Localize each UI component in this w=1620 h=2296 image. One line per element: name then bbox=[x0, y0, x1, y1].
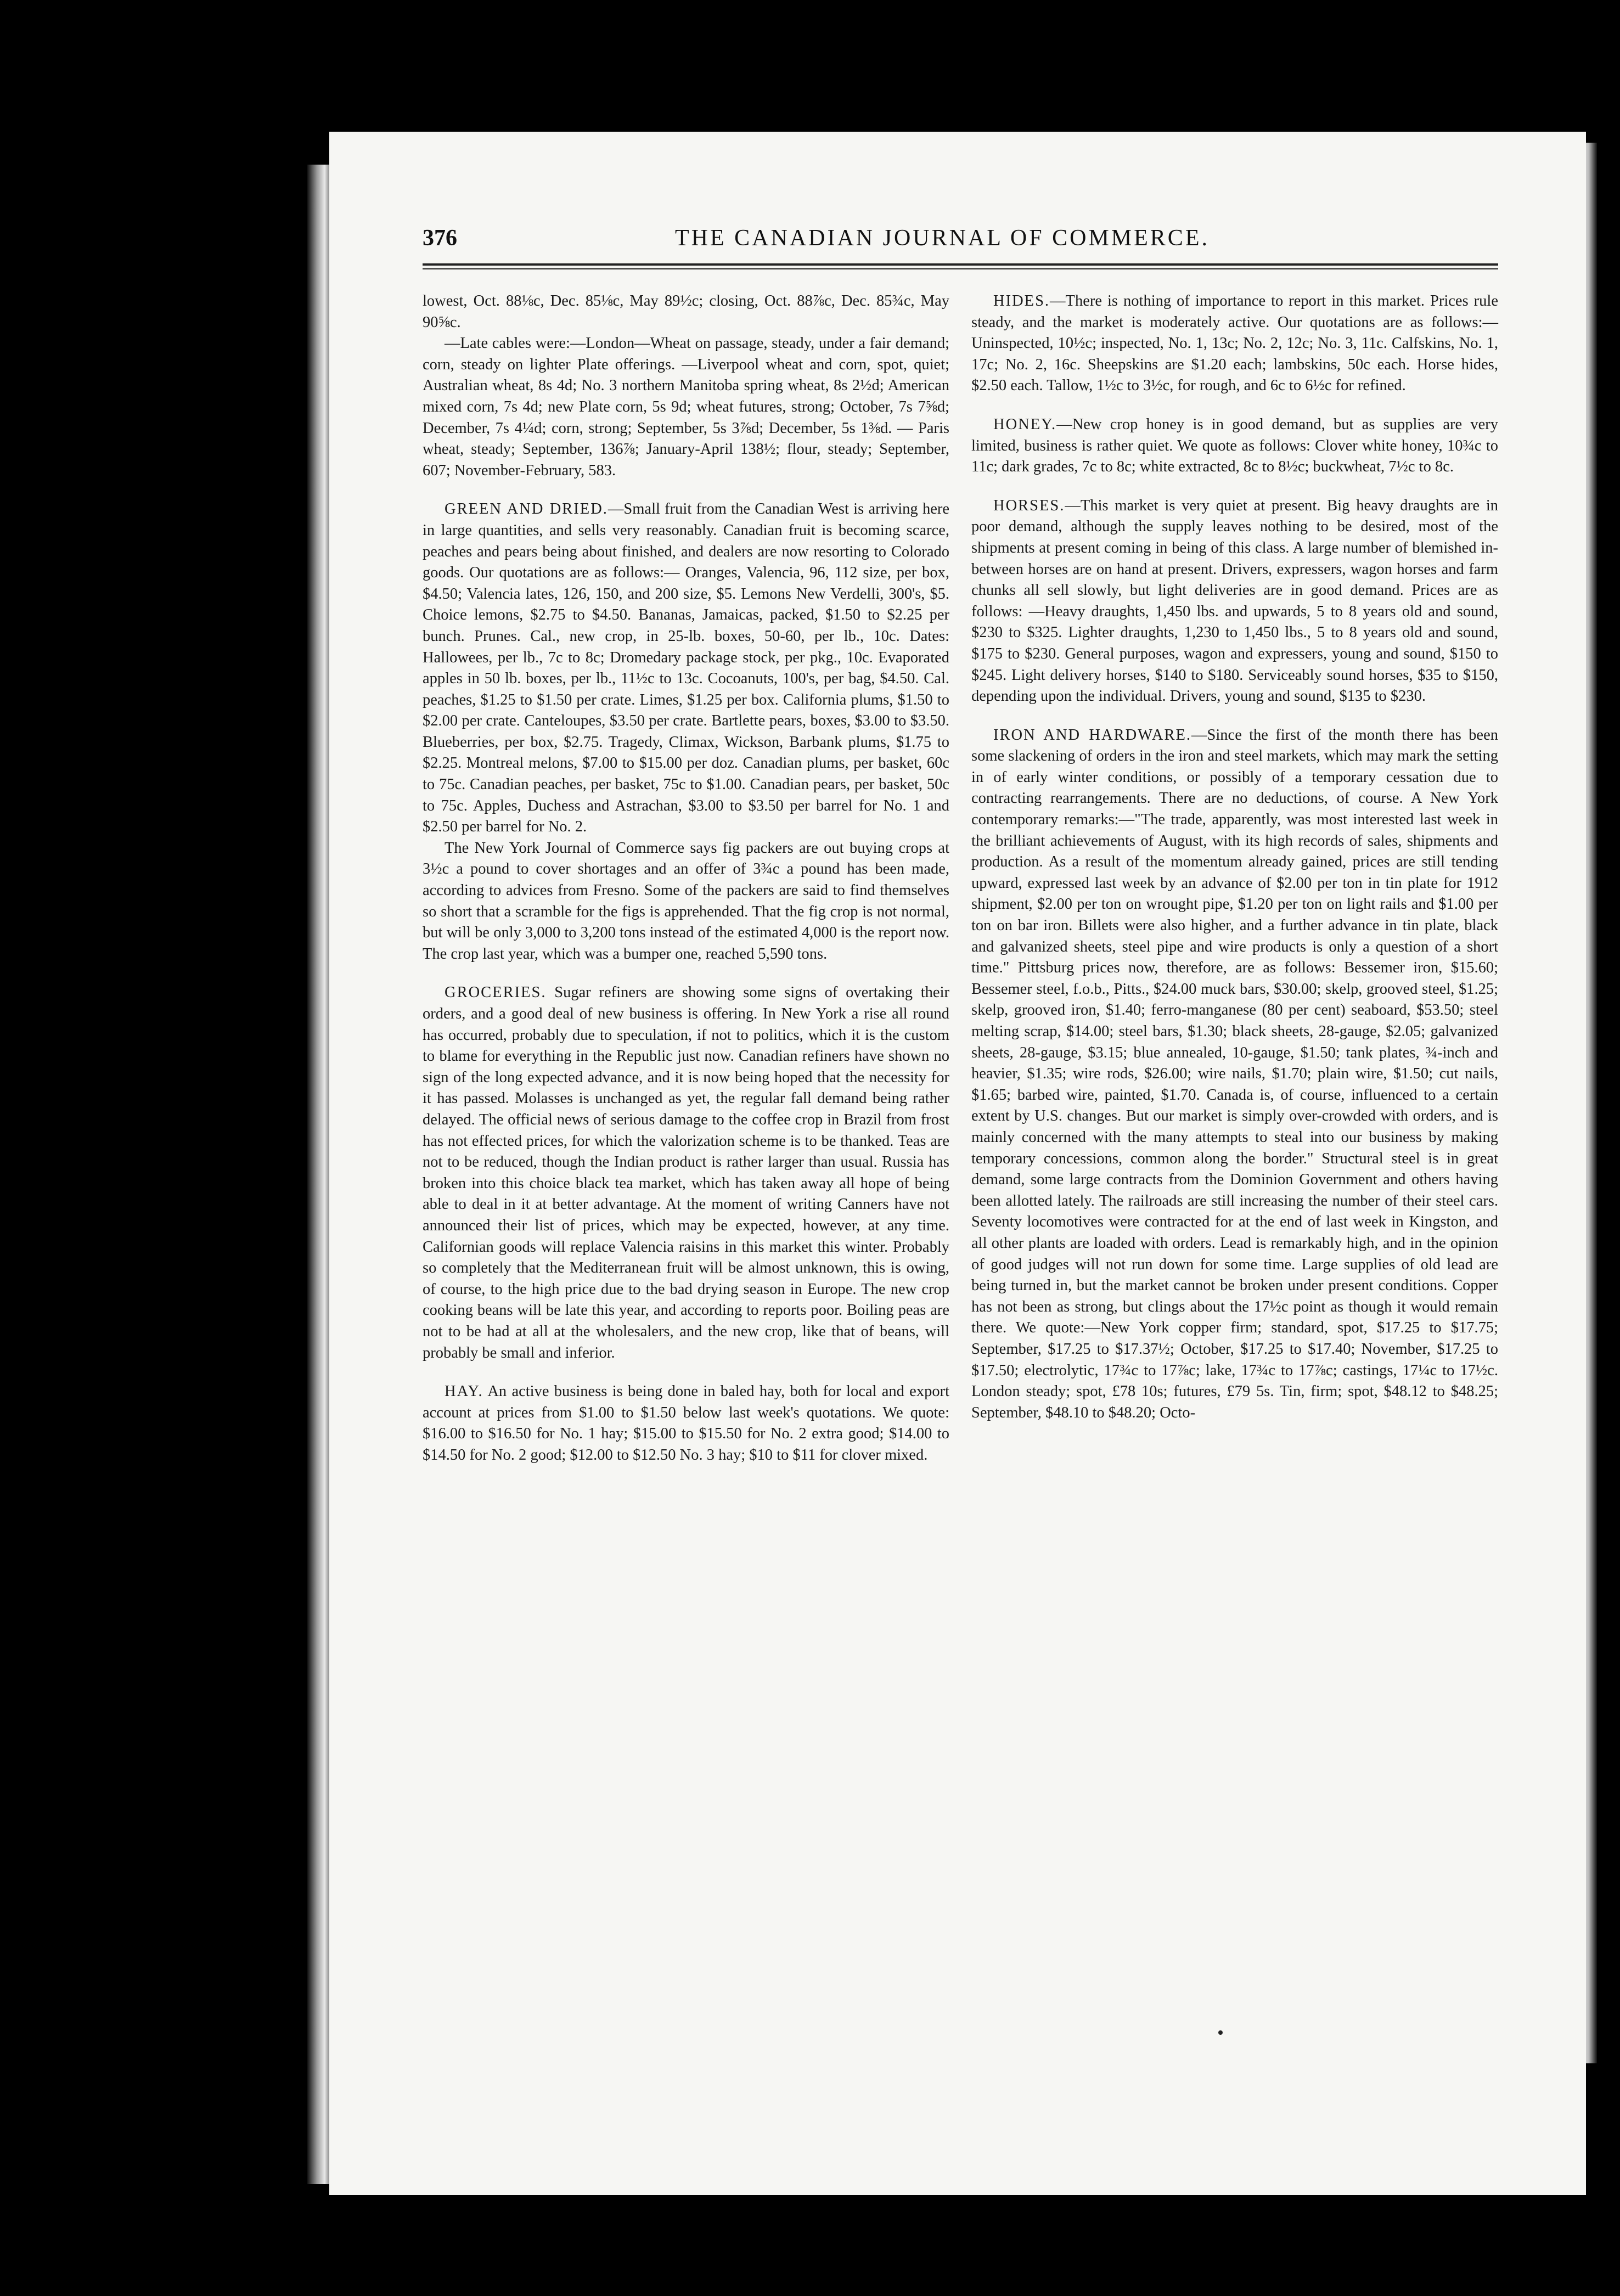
figs-paragraph: The New York Journal of Commerce says fig packers are out buying crops at 3½c a pound to cover shortages and an offer of 3¾c a pound has been made, according to advices from Fresno. Some of the packers are said to find themselves so short that a scramble for the figs is apprehended. That the fig crop is not normal, but will be only 3,000 to 3,200 tons instead of the estimated 4,000 is the report now. The crop last year, which was a bumper one, reached 5,590 tons. bbox=[423, 839, 949, 963]
section-text: —Since the first of the month there has been some slackening of orders in the iron and steel markets, which may mark the setting in of early winter conditions, or possibly of a temporary cessation due to contracting rearrangements. There are no deductions, of course. A New York contemporary remarks:—"The trade, apparently, was most interested last week in the brilliant achievements of August, with its high records of sales, shipments and production. As a result of the momentum already gained, prices are still tending upward, expressed last week by an advance of $2.00 per ton in tin plate for 1912 shipment, $2.00 per ton on wrought pipe, $1.20 per ton on light rails and $1.00 per ton on bar iron. Billets were also higher, and a further advance in tin plate, black and galvanized sheets, steel pipe and wire products is only a question of a short time." Pittsburg prices now, therefore, are as follows: Bessemer iron, $15.60; Bessemer steel, f.o.b., Pitts., $24.00 muck bars, $30.00; skelp, grooved steel, $1.25; skelp, grooved iron, $1.40; ferro-manganese (80 per cent) seaboard, $53.50; steel melting scrap, $14.00; steel bars, $1.30; black sheets, 28-gauge, $2.05; galvanized sheets, 28-gauge, $3.15; blue annealed, 10-gauge, $1.50; tank plates, ¾-inch and heavier, $1.35; wire rods, $26.00; wire nails, $1.70; plain wire, $1.50; cut nails, $1.65; barbed wire, painted, $1.70. Canada is, of course, influenced to a certain extent by U.S. changes. But our market is simply over-crowded with orders, and is mainly concerned with the many attempts to steal into our business by making temporary concessions, common along the border." Structural steel is in great demand, some large contracts from the Dominion Government and others having been allotted lately. The railroads are still increasing the number of their steel cars. Seventy locomotives were contracted for at the end of last week in Kingston, and all other plants are loaded with orders. Lead is remarkably high, and in the opinion of good judges will not run down for some time. Large supplies of old lead are being turned in, but the market cannot be broken under present conditions. Copper has not been as strong, but clings about the 17½c point as though it would remain there. We quote:—New York copper firm; standard, spot, $17.25 to $17.75; September, $17.25 to $17.37½; October, $17.25 to $17.40; November, $17.25 to $17.50; electrolytic, 17¾c to 17⅞c; lake, 17¾c to 17⅞c; castings, 17¼c to 17½c. London steady; spot, £78 10s; futures, £79 5s. Tin, firm; spot, $48.12 to $48.25; September, $48.10 to $48.20; Octo- bbox=[971, 726, 1498, 1421]
section-text: —This market is very quiet at present. Big heavy draughts are in poor demand, although the supply leaves nothing to be desired, most of the shipments at present coming in being of this class. A large number of blemished in-between horses are on hand at present. Drivers, expressers, wagon horses and farm chunks all sell slowly, but light deliveries are in good demand. Prices are as follows: —Heavy draughts, 1,450 lbs. and upwards, 5 to 8 years old and sound, $230 to $325. Lighter draughts, 1,230 to 1,450 lbs., 5 to 8 years old and sound, $175 to $230. General purposes, wagon and expressers, young and sound, $150 to $245. Light delivery horses, $140 to $180. Serviceably sound horses, $35 to $150, depending upon the individual. Drivers, young and sound, $135 to $230. bbox=[971, 497, 1498, 705]
groceries-section bbox=[423, 982, 949, 1364]
section-gap bbox=[423, 965, 949, 982]
section-gap bbox=[971, 707, 1498, 725]
journal-page bbox=[329, 132, 1586, 2195]
section-heading: HORSES. bbox=[993, 497, 1065, 514]
section-text: —New crop honey is in good demand, but as supplies are very limited, business is rather quiet. We quote as follows: Clover white honey, 10¾c to 11c; dark grades, 7c to 8c; white extracted, 8c to 8½c; buckwheat, 7½c to 8c. bbox=[971, 415, 1498, 476]
left-column bbox=[423, 291, 949, 1466]
page-header bbox=[423, 225, 1498, 269]
ink-dot bbox=[1218, 2030, 1223, 2035]
section-heading: GROCERIES. bbox=[445, 984, 547, 1001]
section-gap bbox=[423, 1364, 949, 1381]
late-cables-paragraph: —Late cables were:—London—Wheat on passage, steady, under a fair demand; corn, steady on lighter Plate offerings. —Liverpool wheat and corn, spot, quiet; Australian wheat, 8s 4d; No. 3 northern Manitoba spring wheat, 8s 2½d; American mixed corn, 7s 4d; new Plate corn, 5s 9d; wheat futures, strong; October, 7s 7⅝d; December, 7s 4¼d; corn, strong; September, 5s 3⅞d; December, 5s 1⅜d. — Paris wheat, steady; September, 136⅞; January-April 138½; flour, steady; September, 607; November-February, 583. bbox=[423, 335, 949, 479]
section-gap bbox=[971, 478, 1498, 496]
section-heading: HONEY. bbox=[993, 415, 1057, 433]
wheat-closing-paragraph: lowest, Oct. 88⅛c, Dec. 85⅛c, May 89½c; closing, Oct. 88⅞c, Dec. 85¾c, May 90⅝c. bbox=[423, 292, 949, 331]
section-heading: GREEN AND DRIED. bbox=[445, 500, 608, 518]
section-heading: HIDES. bbox=[993, 292, 1050, 309]
section-heading: IRON AND HARDWARE. bbox=[993, 726, 1192, 744]
right-column bbox=[971, 291, 1498, 1423]
section-text: —Small fruit from the Canadian West is arriving here in large quantities, and sells very reasonably. Canadian fruit is becoming scarce, peaches and pears being about finished, and dealers are now resorting to Colorado goods. Our quotations are as follows:— Oranges, Valencia, 96, 112 size, per box, $4.50; Valencia lates, 126, 150, and 200 size, $5. Lemons New Verdelli, 300's, $5. Choice lemons, $2.75 to $4.50. Bananas, Jamaicas, packed, $1.50 to $2.25 per bunch. Prunes. Cal., new crop, in 25-lb. boxes, 50-60, per lb., 10c. Dates: Hallowees, per lb., 7c to 8c; Dromedary package stock, per pkg., 10c. Evaporated apples in 50 lb. boxes, per lb., 11½c to 13c. Cocoanuts, 100's, per bag, $4.50. Cal. peaches, $1.25 to $1.50 per crate. Limes, $1.25 per box. California plums, $1.50 to $2.00 per crate. Canteloupes, $3.50 per crate. Bartlette pears, boxes, $3.00 to $3.50. Blueberries, per box, $2.75. Tragedy, Climax, Wickson, Barbank plums, $1.75 to $2.25. Montreal melons, $7.00 to $15.00 per doz. Canadian plums, per basket, 60c to 75c. Canadian peaches, per basket, 75c to $1.00. Canadian pears, per basket, 50c to 75c. Apples, Duchess and Astrachan, $3.00 to $3.50 per barrel for No. 1 and $2.50 per barrel for No. 2. bbox=[423, 500, 949, 836]
section-text: An active business is being done in baled hay, both for local and export account at prices from $1.00 to $1.50 below last week's quotations. We quote: $16.00 to $16.50 for No. 1 hay; $15.00 to $15.50 for No. 2 extra good; $14.00 to $14.50 for No. 2 good; $12.00 to $12.50 No. 3 hay; $10 to $11 for clover mixed. bbox=[423, 1383, 949, 1464]
header-rule bbox=[423, 263, 1498, 269]
hay-section bbox=[423, 1381, 949, 1466]
section-heading: HAY. bbox=[445, 1383, 483, 1400]
hides-section bbox=[971, 291, 1498, 397]
horses-section bbox=[971, 496, 1498, 707]
honey-section bbox=[971, 414, 1498, 478]
iron-and-hardware-section bbox=[971, 725, 1498, 1424]
green-and-dried-section bbox=[423, 499, 949, 838]
section-gap bbox=[423, 481, 949, 499]
section-text: —There is nothing of importance to report in this market. Prices rule steady, and the market is moderately active. Our quotations are as follows:—Uninspected, 10½c; inspected, No. 1, 13c; No. 2, 12c; No. 3, 11c. Calfskins, No. 1, 17c; No. 2, 16c. Sheepskins are $1.20 each; lambskins, 50c each. Horse hides, $2.50 each. Tallow, 1½c to 3½c, for rough, and 6c to 6½c for refined. bbox=[971, 292, 1498, 395]
section-text: Sugar refiners are showing some signs of overtaking their orders, and a good deal of new business is offering. In New York a rise all round has occurred, probably due to speculation, if not to politics, which it is the custom to blame for everything in the Republic just now. Canadian refiners have shown no sign of the long expected advance, and it is now being hoped that the necessity for it has passed. Molasses is unchanged as yet, the regular fall demand being rather delayed. The official news of serious damage to the coffee crop in Brazil from frost has not effected prices, for which the valorization scheme is to be thanked. Teas are not to be reduced, though the Indian product is rather larger than usual. Russia has broken into this choice black tea market, which has taken away all hope of being able to deal in it at better advantage. At the moment of writing Canners have not announced their list of prices, which may be expected, however, at any time. Californian goods will replace Valencia raisins in this market this winter. Probably so completely that the Mediterranean fruit will be almost unknown, this is owing, of course, to the high price due to the bad drying season in Europe. The new crop cooking beans will be late this year, and according to reports poor. Boiling peas are not to be had at all at the wholesalers, and the new crop, like that of beans, will probably be small and inferior. bbox=[423, 984, 949, 1361]
page-number: 376 bbox=[423, 226, 457, 251]
section-gap bbox=[971, 397, 1498, 414]
journal-title: THE CANADIAN JOURNAL OF COMMERCE. bbox=[675, 226, 1210, 251]
